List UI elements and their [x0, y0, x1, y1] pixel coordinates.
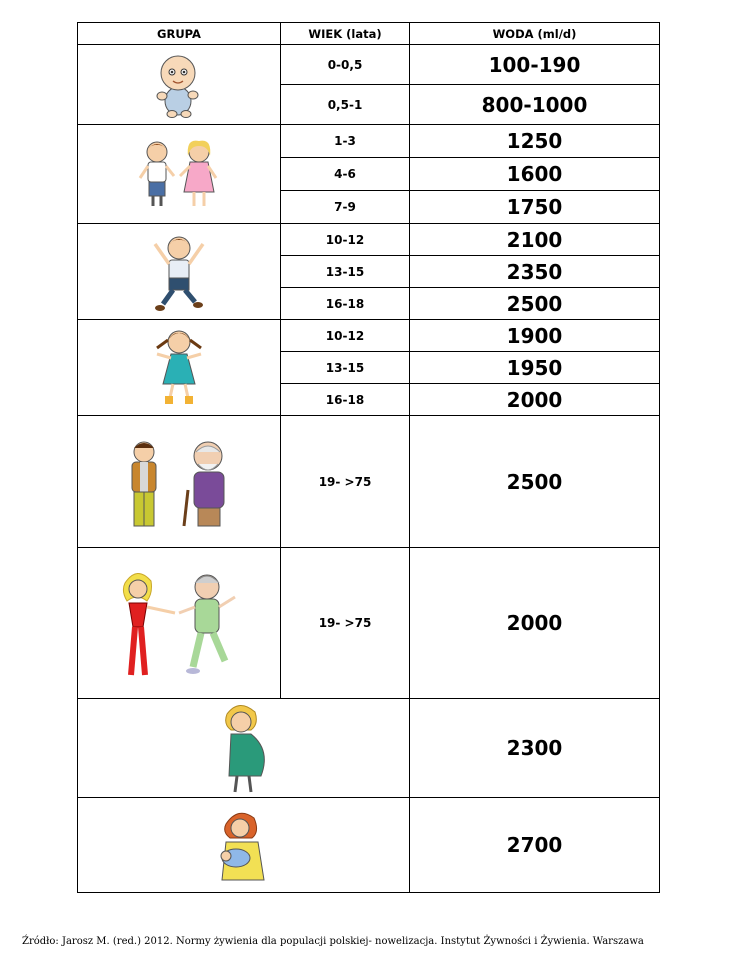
women-illustration-icon	[109, 567, 249, 679]
header-age: WIEK (lata)	[281, 23, 410, 45]
water-cell: 800-1000	[410, 85, 660, 125]
water-cell: 2000	[410, 548, 660, 699]
table-row	[78, 125, 660, 158]
table-header-row	[78, 23, 660, 45]
age-cell: 10-12	[281, 224, 410, 256]
age-cell: 19- >75	[281, 416, 410, 548]
table-row	[78, 548, 660, 699]
boy-illustration-icon	[147, 230, 211, 314]
group-cell-men	[78, 416, 281, 548]
water-cell: 2700	[410, 798, 660, 893]
water-cell: 1250	[410, 125, 660, 158]
table-row	[78, 798, 660, 893]
men-illustration-icon	[118, 436, 240, 528]
age-cell: 16-18	[281, 384, 410, 416]
header-group: GRUPA	[78, 23, 281, 45]
table-row	[78, 416, 660, 548]
group-cell-pregnant	[78, 699, 410, 798]
age-cell: 7-9	[281, 191, 410, 224]
water-cell: 1950	[410, 352, 660, 384]
age-cell: 1-3	[281, 125, 410, 158]
water-cell: 1900	[410, 320, 660, 352]
age-cell: 19- >75	[281, 548, 410, 699]
group-cell-boys	[78, 224, 281, 320]
group-cell-girls	[78, 320, 281, 416]
water-cell: 1750	[410, 191, 660, 224]
age-cell: 13-15	[281, 352, 410, 384]
girl-illustration-icon	[147, 324, 211, 412]
children-illustration-icon	[136, 138, 222, 210]
water-cell: 1600	[410, 158, 660, 191]
water-cell: 2500	[410, 416, 660, 548]
pregnant-woman-illustration-icon	[209, 700, 279, 796]
water-cell: 2350	[410, 256, 660, 288]
breastfeeding-woman-illustration-icon	[212, 806, 276, 884]
table-row	[78, 320, 660, 352]
header-water: WODA (ml/d)	[410, 23, 660, 45]
age-cell: 0,5-1	[281, 85, 410, 125]
table-row	[78, 45, 660, 85]
water-cell: 2100	[410, 224, 660, 256]
water-cell: 2000	[410, 384, 660, 416]
water-norms-table	[77, 22, 660, 893]
age-cell: 10-12	[281, 320, 410, 352]
group-cell-children	[78, 125, 281, 224]
group-cell-women	[78, 548, 281, 699]
table-row	[78, 699, 660, 798]
source-note: Źródło: Jarosz M. (red.) 2012. Normy żywienia dla populacji polskiej- nowelizacja. Instytut Żywności i Żywienia. Warszawa	[22, 936, 644, 947]
water-cell: 2500	[410, 288, 660, 320]
water-cell: 100-190	[410, 45, 660, 85]
age-cell: 4-6	[281, 158, 410, 191]
group-cell-infants	[78, 45, 281, 125]
water-cell: 2300	[410, 699, 660, 798]
baby-illustration-icon	[148, 51, 210, 119]
table-row	[78, 224, 660, 256]
age-cell: 13-15	[281, 256, 410, 288]
age-cell: 16-18	[281, 288, 410, 320]
age-cell: 0-0,5	[281, 45, 410, 85]
group-cell-breastfeeding	[78, 798, 410, 893]
